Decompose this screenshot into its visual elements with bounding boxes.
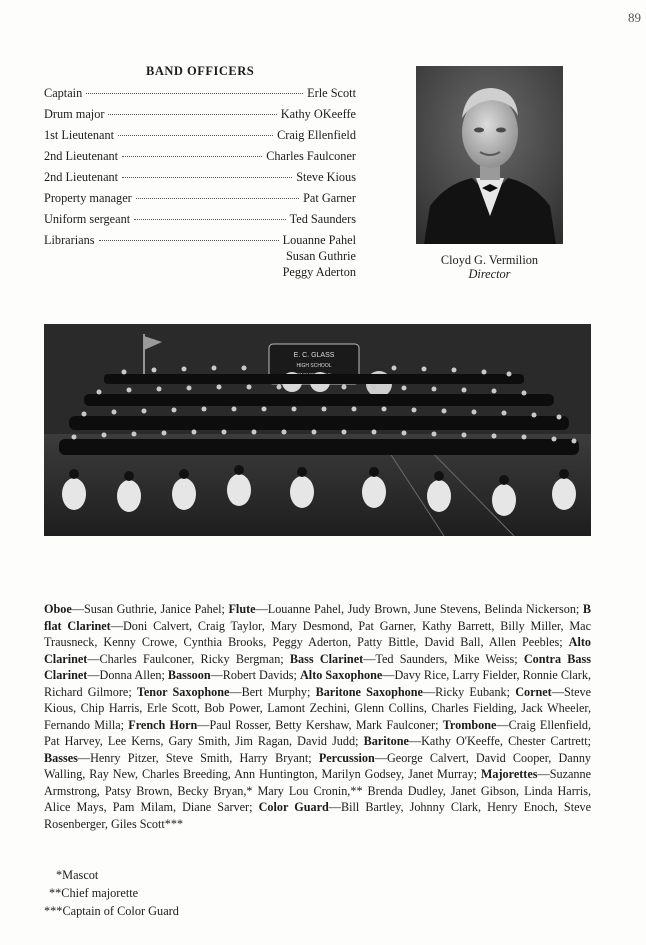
roster-section-name: Alto Clarinet: [44, 635, 591, 666]
roster-section-name: Bassoon: [167, 668, 211, 682]
director-portrait: [416, 66, 563, 244]
officer-role: 2nd Lieutenant: [44, 170, 119, 184]
dot-leader: [86, 93, 303, 94]
officer-row: [44, 149, 356, 165]
footnote-chief-majorette: **Chief majorette: [49, 886, 139, 900]
banner-line-2: HIGH SCHOOL: [296, 363, 332, 369]
director-name: Cloyd G. Vermilion: [440, 253, 539, 267]
officer-name: Steve Kious: [296, 170, 356, 184]
roster-members: Suzanne Armstrong, Patsy Brown, Becky Bryan,* Mary Lou Cronin,** Brenda Dudley, Janet Gibson, Linda Harris, Alice Mays, Pam Milam, Diane Sarver;: [44, 767, 592, 814]
roster-members: Steve Kious, Chip Harris, Erle Scott, Bob Power, Lamont Zechini, Glenn Collins, Charles Fielding, Jack Wheeler, Fernando Milla;: [44, 684, 592, 732]
roster-members: Robert Davids;: [222, 668, 297, 682]
roster-section-name: Tenor Saxophone: [136, 684, 230, 699]
roster-members: Doni Calvert, Craig Taylor, Mary Desmond, Pat Garner, Kathy Barrett, Billy Miller, Mac Trausneck, Kenny Crowe, Cynthia Brooks, Peggy Aderton, Patty Bittle, David Ball, Allen Peebles;: [44, 618, 591, 649]
roster-members: Craig Ellenfield, Pat Harvey, Lee Kerns, Gary Smith, Jim Ragan, David Judd;: [44, 717, 592, 748]
roster-members: Ricky Eubank;: [435, 684, 511, 699]
officer-role: 2nd Lieutenant: [44, 149, 119, 163]
dot-leader: [118, 135, 273, 136]
roster-section-name: Baritone: [363, 734, 409, 748]
roster-section-name: Alto Saxophone: [300, 668, 383, 682]
roster-members: Bill Bartley, Johnny Clark, Henry Enoch, Steve Rosenberger, Giles Scott***: [44, 800, 592, 831]
officer-name: Erle Scott: [307, 86, 356, 100]
officer-name: Craig Ellenfield: [277, 128, 356, 142]
officer-row: [44, 191, 356, 207]
officer-name: Pat Garner: [303, 191, 356, 205]
roster-members: George Calvert, David Cooper, Danny Walling, Ray New, Charles Breeding, Ann Huntington, Marilyn Godsey, Janet Murray;: [44, 750, 592, 781]
roster-section-name: French Horn: [128, 717, 198, 732]
roster-section-name: Cornet: [515, 684, 552, 699]
officer-row: [44, 107, 356, 123]
roster-members: Paul Rosser, Betty Kershaw, Mark Faulconer;: [209, 717, 439, 732]
roster-members: Henry Pitzer, Steve Smith, Harry Bryant;: [90, 750, 312, 765]
band-photo-image: [44, 324, 591, 536]
footnote-mascot: *Mascot: [56, 868, 99, 882]
roster-members: Davy Rice, Larry Fielder, Ronnie Clark, Richard Gilmore;: [44, 668, 591, 699]
dot-leader: [134, 219, 285, 220]
dot-leader: [108, 114, 276, 115]
officer-row: [44, 128, 356, 144]
roster-members: Susan Guthrie, Janice Pahel;: [83, 602, 225, 616]
roster-section-name: Flute: [228, 602, 256, 616]
officers-title: BAND OFFICERS: [146, 64, 255, 78]
dot-leader: [122, 156, 262, 157]
roster-section-name: Majorettes: [480, 767, 538, 781]
roster-members: Louanne Pahel, Judy Brown, June Stevens, Belinda Nickerson;: [267, 602, 580, 616]
officer-name: Charles Faulconer: [266, 149, 356, 163]
page-number: 89: [628, 10, 641, 25]
roster-section-name: Basses: [44, 750, 78, 765]
dot-leader: [99, 240, 279, 241]
director-portrait-image: [416, 66, 563, 244]
officer-role: Librarians: [44, 233, 95, 247]
officer-role: Captain: [44, 86, 83, 100]
officer-row: [44, 233, 356, 249]
roster-section-name: Oboe: [44, 602, 72, 616]
roster-section-name: Contra Bass Clarinet: [44, 651, 592, 682]
roster-section-name: Trombone: [442, 717, 497, 732]
officer-role: Property manager: [44, 191, 132, 205]
roster-section-name: B flat Clarinet: [44, 602, 592, 633]
officer-role: Drum major: [44, 107, 105, 121]
roster-section-name: Percussion: [318, 750, 375, 765]
roster-section-name: Color Guard: [258, 800, 329, 814]
officer-name: Louanne Pahel: [282, 233, 356, 247]
roster-members: Donna Allen;: [99, 668, 165, 682]
roster-paragraph: Oboe—Susan Guthrie, Janice Pahel; Flute—Louanne Pahel, Judy Brown, June Stevens, Belinda Nickerson; B flat Clarinet—Doni Calvert, Craig Taylor, Mary Desmond, Pat Garner, Kathy Barrett, Billy Miller, Mac Trausneck, Kenny Crowe, Cynthia Brooks, Peggy Aderton, Patty Bittle, David Ball, Allen Peebles; Alto Clarinet—Charles Faulconer, Ricky Bergman; Bass Clarinet—Ted Saunders, Mike Weiss; Contra Bass Clarinet—Donna Allen; Bassoon—Robert Davids; Alto Saxophone—Davy Rice, Larry Fielder, Ronnie Clark, Richard Gilmore; Tenor Saxophone—Bert Murphy; Baritone Saxophone—Ricky Eubank; Cornet—Steve Kious, Chip Harris, Erle Scott, Bob Power, Lamont Zechini, Glenn Collins, Charles Fielding, Jack Wheeler, Fernando Milla; French Horn—Paul Rosser, Betty Kershaw, Mark Faulconer; Trombone—Craig Ellenfield, Pat Harvey, Lee Kerns, Gary Smith, Jim Ragan, David Judd; Baritone—Kathy O'Keeffe, Chester Cartrett; Basses—Henry Pitzer, Steve Smith, Harry Bryant; Percussion—George Calvert, David Cooper, Danny Walling, Ray New, Charles Breeding, Ann Huntington, Marilyn Godsey, Janet Murray; Majorettes—Suzanne Armstrong, Patsy Brown, Becky Bryan,* Mary Lou Cronin,** Brenda Dudley, Janet Gibson, Linda Harris, Alice Mays, Pam Milam, Diane Sarver; Color Guard—Bill Bartley, Johnny Clark, Henry Enoch, Steve Rosenberger, Giles Scott***: [44, 602, 592, 831]
roster-members: Kathy O'Keeffe, Chester Cartrett;: [421, 734, 591, 748]
officer-name: Kathy OKeeffe: [280, 107, 356, 121]
officer-name: Ted Saunders: [289, 212, 356, 226]
roster-members: Charles Faulconer, Ricky Bergman;: [99, 651, 284, 666]
dot-leader: [122, 177, 292, 178]
officer-role: Uniform sergeant: [44, 212, 131, 226]
officer-extra-name: Susan Guthrie: [285, 249, 356, 263]
roster-members: Bert Murphy;: [241, 684, 311, 699]
officer-role: 1st Lieutenant: [44, 128, 115, 142]
roster-section-name: Baritone Saxophone: [315, 684, 423, 699]
dot-leader: [136, 198, 299, 199]
director-title: Director: [468, 267, 511, 281]
band-group-photo: [44, 324, 591, 536]
banner-line-1: E. C. GLASS: [293, 352, 335, 359]
officer-row: [44, 212, 356, 228]
roster-section-name: Bass Clarinet: [289, 651, 364, 666]
roster-members: Ted Saunders, Mike Weiss;: [375, 651, 518, 666]
officer-row: [44, 86, 356, 102]
officer-extra-name: Peggy Aderton: [282, 265, 356, 279]
footnote-color-guard-captain: ***Captain of Color Guard: [44, 904, 179, 918]
officer-row: [44, 170, 356, 186]
